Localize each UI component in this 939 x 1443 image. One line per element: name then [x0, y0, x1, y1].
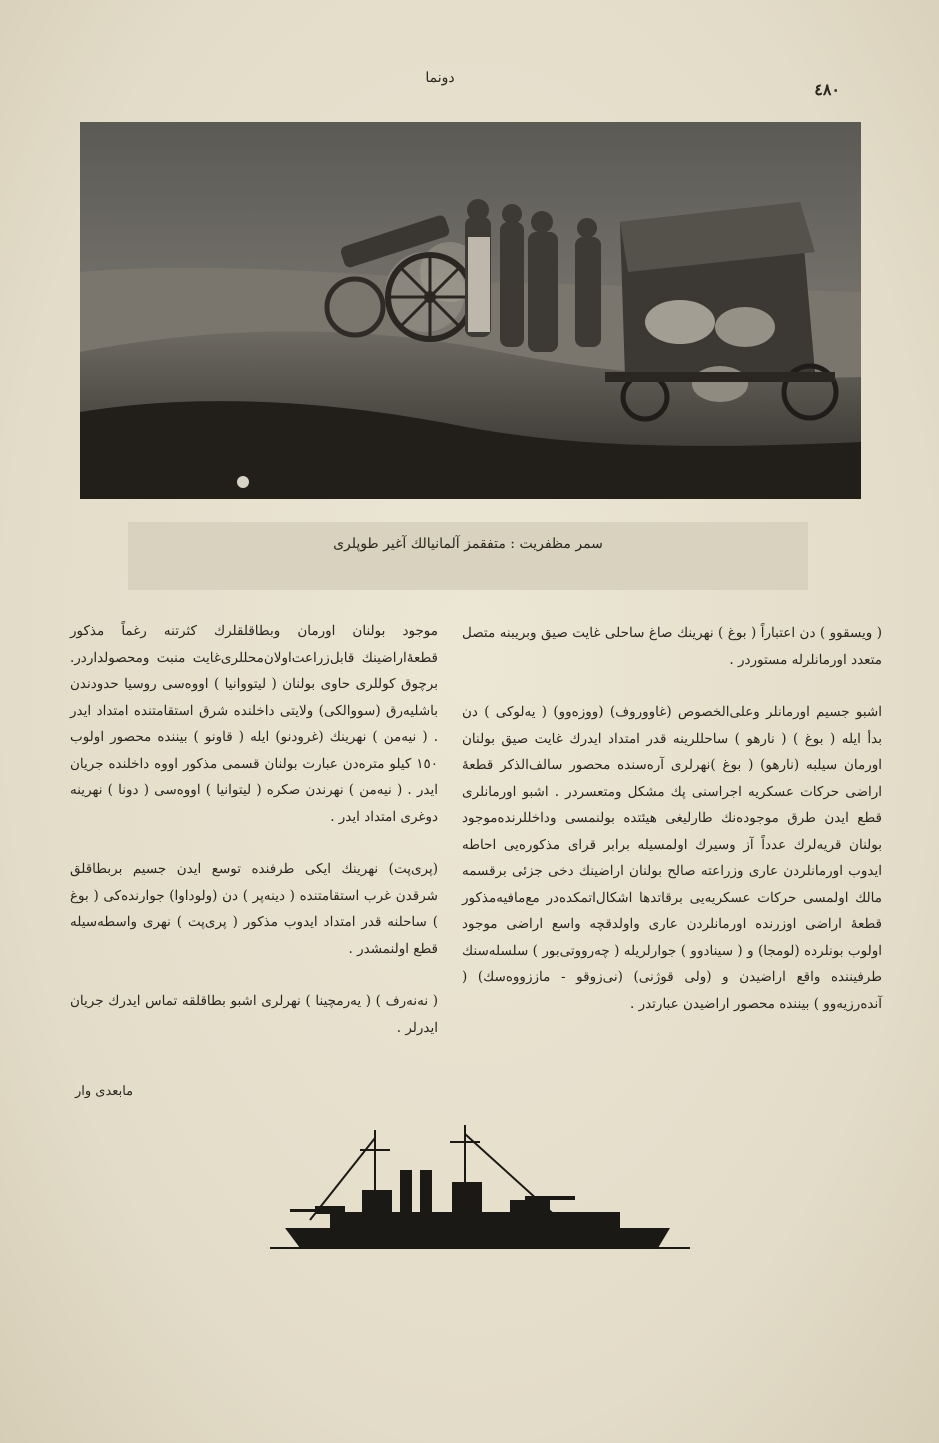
caption-band	[128, 522, 808, 590]
left-column	[70, 618, 438, 1067]
continued-note: مابعدی وار	[75, 1084, 134, 1099]
paragraph: اشبو جسیم اورمانلر وعلی‌الخصوص (غاووروف) (ووزه‌وو) ( یه‌لوکی ) دن بدأ ایله ( بوغ ) ( نارهو ) ساحللرینه قدر امتداد ایدرك غایت صیق بولنان اورمان سیلبه (نارهو) ( بوغ )نهرلری آره‌سنده محصور سالف‌الذکر قطعهٔ اراضی حرکات عسکریه اجراسنی پك مشکل ومتعسردر . اشبو اورمانلری قطع ایدن طرق موجوده‌نك طارلیغی هیئتده بولنمسی وداخللرنده‌موجود بولنان قریه‌لرك عدداً آز وسیرك اولمسیله برابر قرای مذکوره‌یی احاطه ایدوب اورمانلردن عاری وزراعته صالح بولنان اراضینك دخی جزئی برقسمه مالك اولمسی حرکات عسکریه‌یی برقاتدها اشکال‌اتمکده‌در مع‌مافیه‌مذکور قطعهٔ اراضی اوزرنده اورمانلردن عاری واولدقچه واسع اراضی موجود اولوب بونلرده (لومجا) و ( سینادوو ) جوارلریله ( چه‌رووتی‌بور ) سلسله‌سنك طرفیننده واقع اراضیدن و (ولی قوژنی) (نی‌زوقو - ماززووه‌سك) ( آنده‌رزیه‌وو ) بیننده محصور اراضیدن عبارتدر .	[462, 704, 882, 1012]
page-number: ٤٨٠	[814, 80, 840, 99]
paragraph: ( ویسقوو ) دن اعتباراً ( بوغ ) نهرینك صاغ ساحلی غایت صیق وبریبنه متصل متعدد اورمانلرله مستوردر .	[462, 625, 882, 668]
figure-caption: سمر مظفریت : متفقمز آلمانیالك آغیر طوپلری	[333, 536, 603, 552]
paragraph: (پری‌پت) نهرینك ایکی طرفنده توسع ایدن جسیم بربطاقلق شرقدن غرب استقامتنده ( دینه‌پر ) دن (ولوداوا) جوارنده‌کی ( بوغ ) ساحلنه قدر امتداد ایدوب مذکور ( پری‌پت ) نهری واسطه‌سیله قطع اولنمشدر .	[70, 861, 438, 957]
running-head: دونما	[425, 70, 455, 86]
artillery-photo	[80, 122, 861, 499]
right-column	[462, 620, 882, 1043]
battleship-icon	[270, 1120, 690, 1260]
paragraph: موجود بولنان اورمان وبطاقلقلرك کثرتنه رغماً مذکور قطعهٔ‌اراضینك قابل‌زراعت‌اولان‌محللری‌غایت منبت ومحصولداردر. برچوق کوللری حاوی بولنان ( لیتووانیا ) اووه‌سی روسیا حدودندن باشلیه‌رق (سووالکی) ولایتی داخلنده شرق استقامتنده امتداد ایدر . ( نیه‌من ) نهرینك (غرودنو) ایله ( قاونو ) بیننده محصور اولوب ١٥٠ کیلو متره‌دن عبارت بولنان قسمی مذکور اووه داخلنده جریان ایدر . ( نیه‌من ) نهرندن صکره ( لیتوانیا ) اووه‌سی ( دونا ) نهرینه دوغری امتداد ایدر .	[70, 623, 438, 825]
paragraph: ( نه‌نه‌رف ) ( یه‌رمچینا ) نهرلری اشبو بطاقلقه تماس ایدرك جریان ایدرلر .	[70, 993, 438, 1036]
